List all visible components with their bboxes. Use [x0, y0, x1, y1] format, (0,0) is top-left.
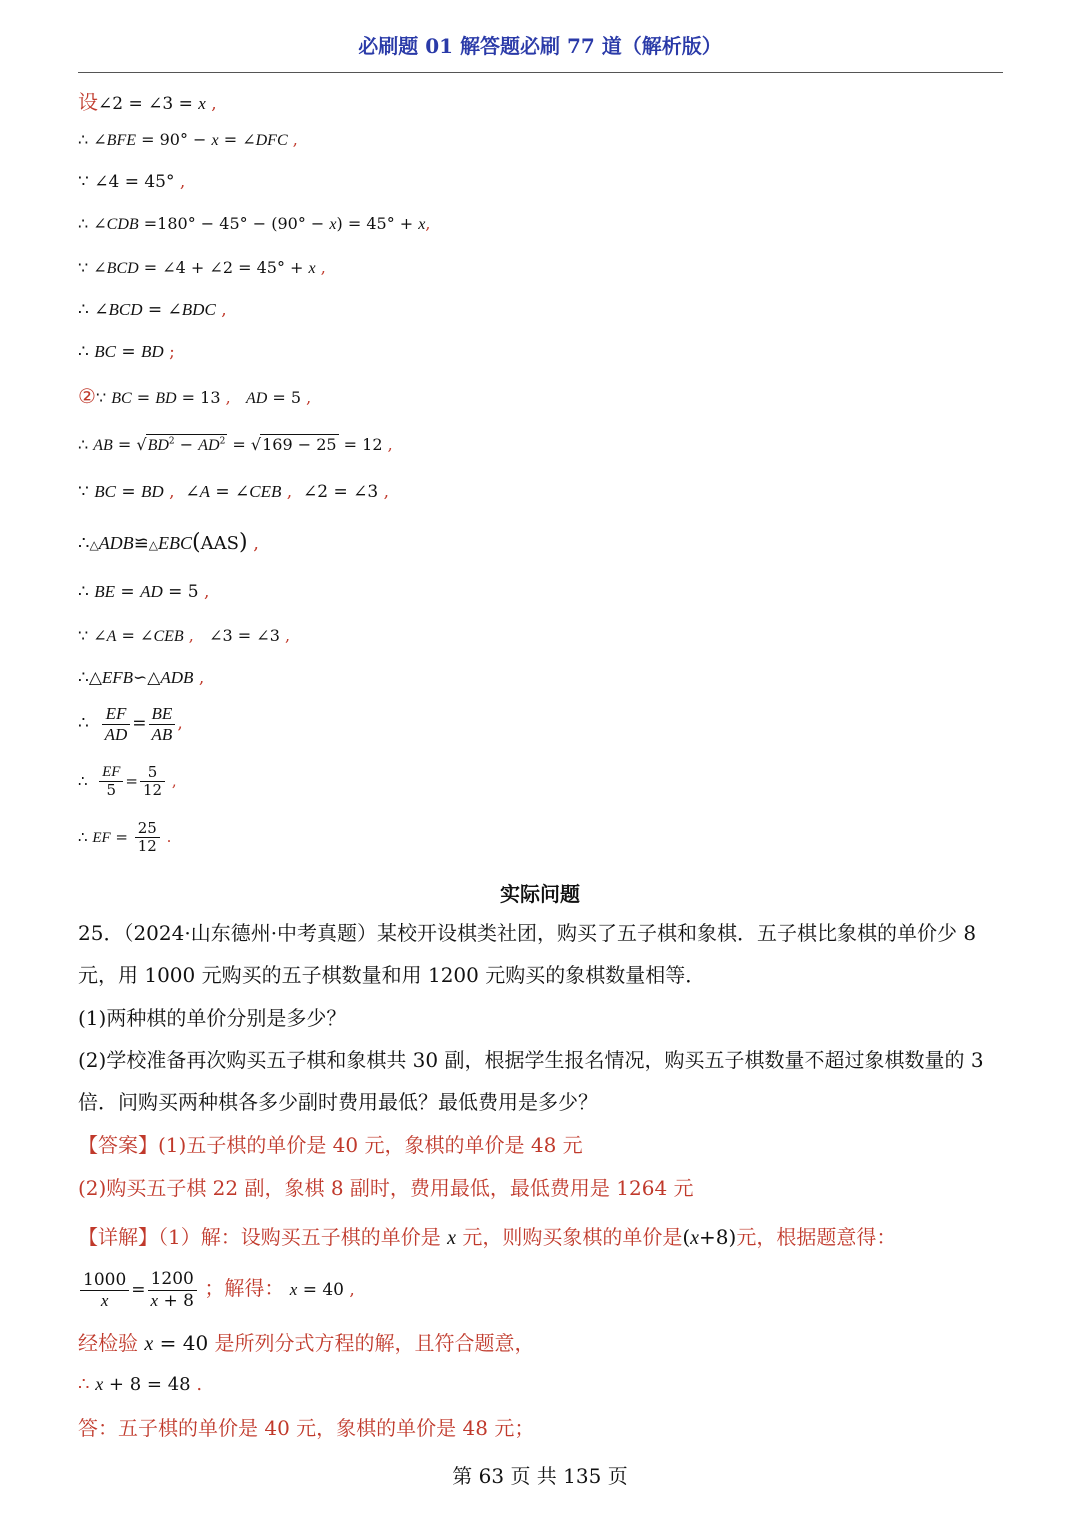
solution-step: ∴ ∠BCD = ∠BDC ,: [78, 300, 227, 320]
solution-step: ②∵ BC = BD = 13 , AD = 5 ,: [78, 384, 312, 408]
detail-equation: $\frac{1000}{x}$ = $\frac{1200}{x + 8}$ ；解得： x = 40 ,: [78, 1270, 355, 1311]
solution-step: ∴ BC = BD ;: [78, 342, 175, 362]
page-header-title: 必刷题 01 解答题必刷 77 道（解析版）: [358, 34, 722, 58]
header-divider: [78, 72, 1003, 73]
solution-step: ∴ AB = $√BD^2 - AD^2 = √169 - 25 = 12$ ,: [78, 435, 393, 454]
solution-step: ∴ $\frac{EF}{AD}$ = $\frac{BE}{AB}$ ,: [78, 704, 183, 744]
solution-step: 设∠2 = ∠3 = x ,: [78, 90, 217, 114]
solution-step: ∴ BE = AD = 5 ,: [78, 582, 210, 602]
page-number: 第 63 页 共 135 页: [452, 1464, 628, 1488]
answer-2: (2)购买五子棋 22 副，象棋 8 副时，费用最低，最低费用是 1264 元: [78, 1176, 694, 1200]
solution-step: ∵ BC = BD , ∠A = ∠CEB , ∠2 = ∠3 ,: [78, 482, 390, 502]
detail-check: 经检验 x = 40 是所列分式方程的解，且符合题意，: [78, 1331, 535, 1355]
question-2: (2)学校准备再次购买五子棋和象棋共 30 副，根据学生报名情况，购买五子棋数量不超过象棋数量的 3 倍．问购买两种棋各多少副时费用最低？最低费用是多少？: [78, 1048, 984, 1114]
detail-final: 答：五子棋的单价是 40 元，象棋的单价是 48 元；: [78, 1416, 535, 1440]
answer-1: [78, 1124, 1008, 1166]
section-title: 实际问题: [500, 882, 580, 906]
detail-step: ∴ x + 8 = 48 .: [78, 1374, 203, 1395]
solution-step: ∴△ADB≌△EBC(AAS) ,: [78, 530, 260, 555]
solution-step: ∴ $\frac{EF}{5}$ = $\frac{5}{12}$ ,: [78, 763, 177, 800]
detail-intro: 【详解】（1）解：设购买五子棋的单价是 x 元，则购买象棋的单价是(x+8)元，根据题意得：: [78, 1225, 897, 1249]
solution-step: ∴ ∠BFE = 90° − x = ∠DFC ,: [78, 130, 298, 149]
question-1: (1)两种棋的单价分别是多少？: [78, 1006, 347, 1030]
solution-step: ∵ ∠A = ∠CEB , ∠3 = ∠3 ,: [78, 626, 291, 645]
answer-1-text: (1)五子棋的单价是 40 元，象棋的单价是 48 元: [158, 1133, 583, 1157]
solution-step: ∴△EFB∽△ADB ,: [78, 668, 205, 688]
solution-step: ∴ EF = $\frac{25}{12}$ .: [78, 819, 172, 856]
answer-label: 【答案】: [78, 1133, 158, 1157]
problem-statement: 25．（2024·山东德州·中考真题）某校开设棋类社团，购买了五子棋和象棋．五子棋比象棋的单价少 8 元，用 1000 元购买的五子棋数量和用 1200 元购买的象棋数量相等．: [78, 921, 977, 987]
solution-step: ∵ ∠4 = 45° ,: [78, 172, 186, 192]
detail-label: 【详解】: [78, 1225, 158, 1249]
solution-step: ∴ ∠CDB =180° − 45° − (90° − x) = 45° + x,: [78, 214, 431, 233]
solution-step: ∵ ∠BCD = ∠4 + ∠2 = 45° + x ,: [78, 258, 326, 277]
